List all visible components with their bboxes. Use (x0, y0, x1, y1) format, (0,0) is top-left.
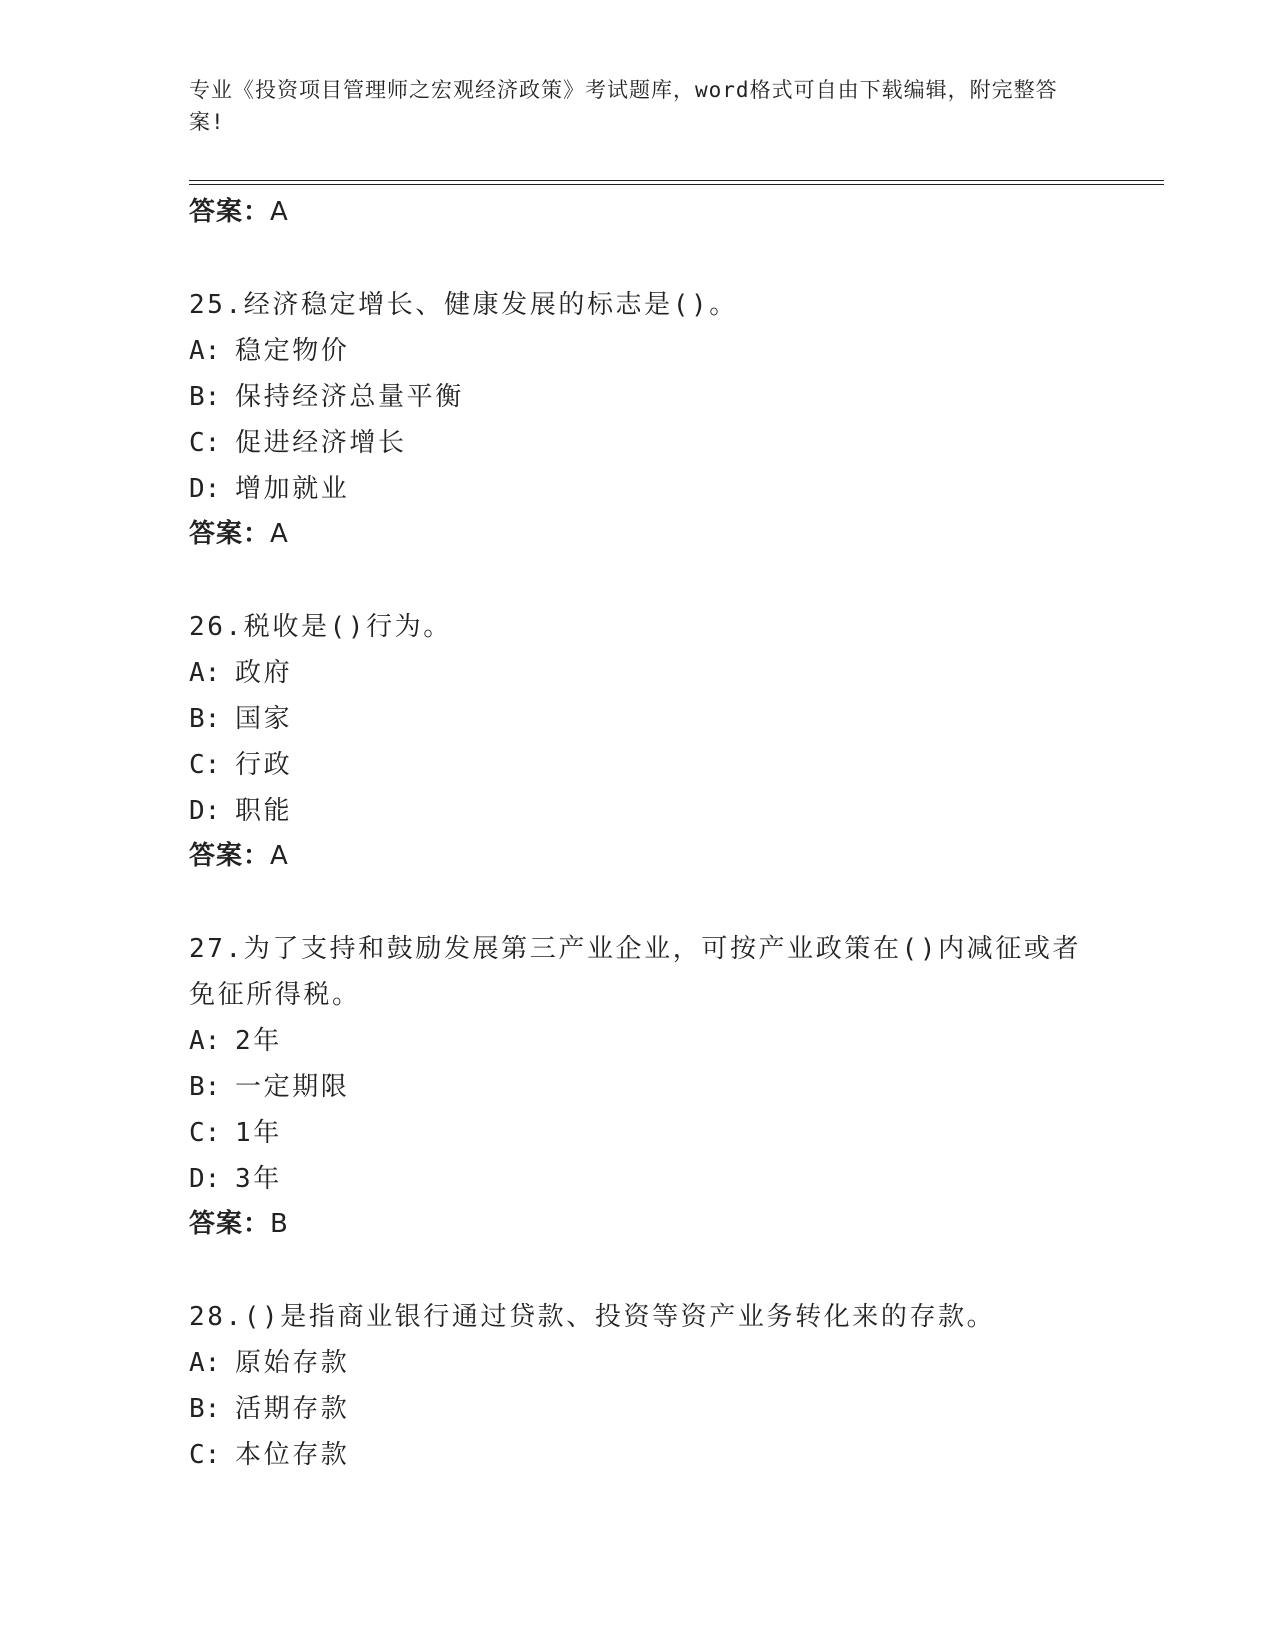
answer-value: A (270, 841, 289, 871)
option-key: B: (189, 1072, 221, 1102)
option-key: A: (189, 658, 221, 688)
answer-line (189, 190, 1089, 234)
option-c (189, 1432, 1089, 1478)
header-divider-bottom (189, 184, 1164, 185)
option-key: B: (189, 382, 221, 412)
option-a (189, 650, 1089, 696)
option-key: A: (189, 1348, 221, 1378)
option-text: 2年 (235, 1026, 282, 1056)
option-text: 增加就业 (235, 474, 350, 504)
option-d (189, 466, 1089, 512)
option-key: B: (189, 1394, 221, 1424)
answer-line (189, 834, 1089, 878)
question-text: 25.经济稳定增长、健康发展的标志是()。 (189, 290, 738, 320)
option-c (189, 1110, 1089, 1156)
option-text: 稳定物价 (235, 336, 350, 366)
option-key: B: (189, 704, 221, 734)
option-text: 国家 (235, 704, 293, 734)
answer-value: A (270, 519, 289, 549)
answer-label: 答案： (189, 519, 271, 549)
option-key: D: (189, 1164, 221, 1194)
answer-label: 答案： (189, 197, 271, 227)
answer-value: A (270, 197, 289, 227)
option-d (189, 788, 1089, 834)
option-key: C: (189, 750, 221, 780)
question-text: 28.()是指商业银行通过贷款、投资等资产业务转化来的存款。 (189, 1302, 996, 1332)
question-list (189, 190, 1089, 1478)
document-header: 专业《投资项目管理师之宏观经济政策》考试题库，word格式可自由下载编辑，附完整答案! (189, 78, 1058, 134)
option-text: 职能 (235, 796, 293, 826)
option-text: 促进经济增长 (235, 428, 407, 458)
question-text: 27.为了支持和鼓励发展第三产业企业，可按产业政策在()内减征或者免征所得税。 (189, 934, 1082, 1010)
option-text: 一定期限 (235, 1072, 350, 1102)
option-b (189, 374, 1089, 420)
answer-line (189, 1202, 1089, 1246)
answer-line (189, 512, 1089, 556)
option-key: D: (189, 796, 221, 826)
option-a (189, 1340, 1089, 1386)
option-text: 行政 (235, 750, 293, 780)
option-key: C: (189, 1118, 221, 1148)
option-key: C: (189, 1440, 221, 1470)
option-key: D: (189, 474, 221, 504)
option-c (189, 420, 1089, 466)
option-text: 保持经济总量平衡 (235, 382, 464, 412)
option-a (189, 1018, 1089, 1064)
question-text: 26.税收是()行为。 (189, 612, 452, 642)
option-c (189, 742, 1089, 788)
option-d (189, 1156, 1089, 1202)
option-text: 1年 (235, 1118, 282, 1148)
answer-label: 答案： (189, 841, 271, 871)
answer-value: B (270, 1209, 289, 1239)
header-divider-top (189, 180, 1164, 181)
option-text: 活期存款 (235, 1394, 350, 1424)
answer-label: 答案： (189, 1209, 271, 1239)
option-b (189, 1386, 1089, 1432)
option-text: 政府 (235, 658, 293, 688)
option-text: 3年 (235, 1164, 282, 1194)
option-b (189, 1064, 1089, 1110)
option-text: 原始存款 (235, 1348, 350, 1378)
option-key: C: (189, 428, 221, 458)
option-b (189, 696, 1089, 742)
option-text: 本位存款 (235, 1440, 350, 1470)
option-a (189, 328, 1089, 374)
option-key: A: (189, 336, 221, 366)
option-key: A: (189, 1026, 221, 1056)
